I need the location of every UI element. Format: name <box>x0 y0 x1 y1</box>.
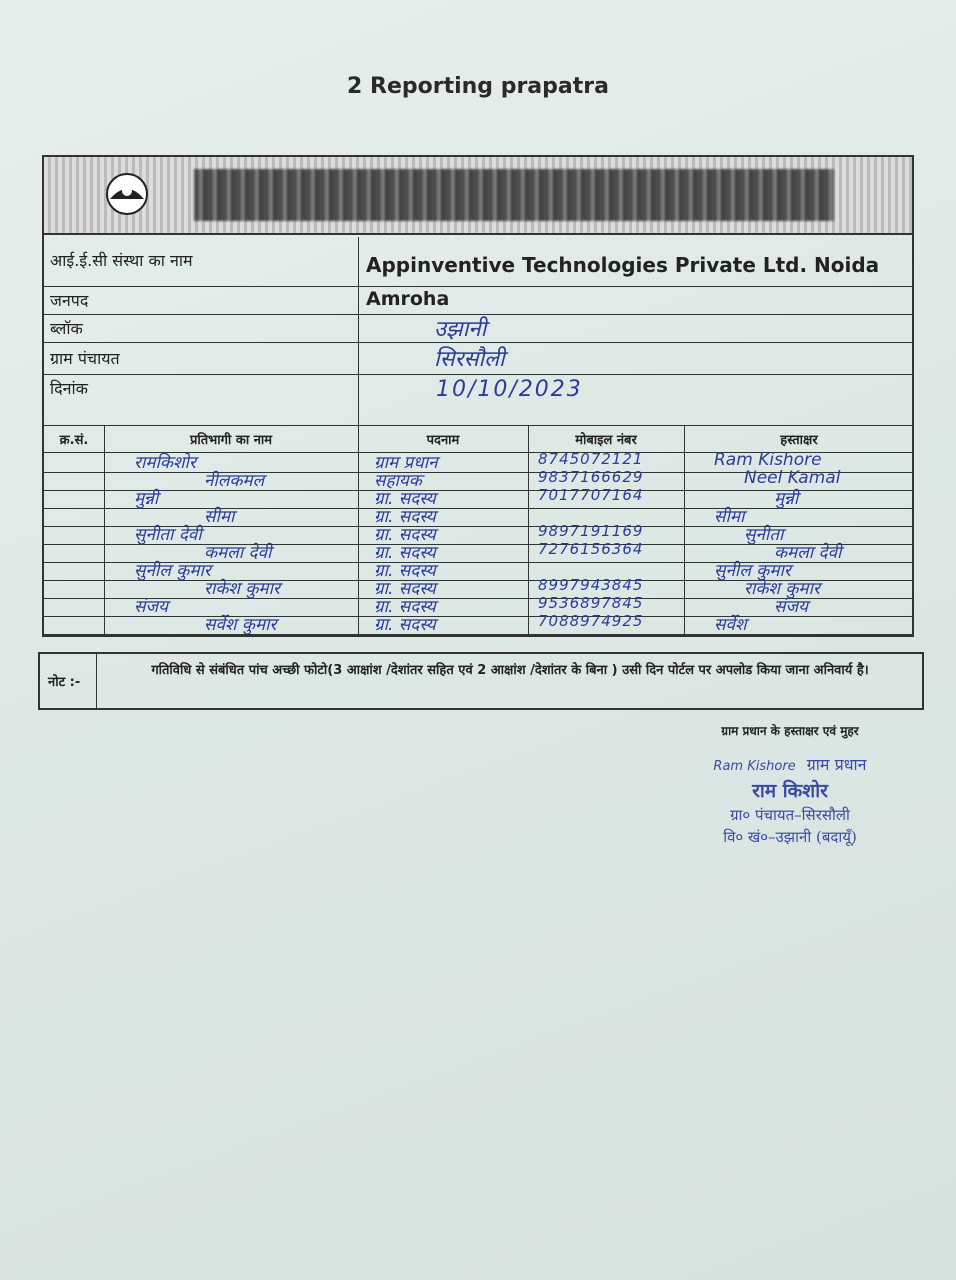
cell-name: सुनील कुमार <box>134 561 211 581</box>
cell-post: ग्रा. सदस्य <box>374 507 436 527</box>
field-row-panchayat <box>44 343 912 375</box>
cell-post: सहायक <box>374 471 422 491</box>
note-label: नोट :- <box>48 675 81 690</box>
cell-mobile: 7276156364 <box>538 540 644 558</box>
field-row-block <box>44 315 912 343</box>
cell-post: ग्रा. सदस्य <box>374 597 436 617</box>
field-label: ग्राम पंचायत <box>50 349 120 368</box>
cell-name: सीमा <box>204 507 235 527</box>
stamp-designation: ग्राम प्रधान <box>806 755 867 774</box>
participant-table <box>44 425 912 637</box>
cell-signature: राकेश कुमार <box>744 579 820 599</box>
reporting-form <box>42 155 914 637</box>
cell-signature: Neel Kamal <box>744 468 841 488</box>
cell-post: ग्रा. सदस्य <box>374 579 436 599</box>
cell-post: ग्रा. सदस्य <box>374 489 436 509</box>
cell-signature: कमला देवी <box>774 543 842 563</box>
cell-name: संजय <box>134 597 168 617</box>
cell-name: सुनीता देवी <box>134 525 202 545</box>
form-header-band <box>44 157 912 235</box>
note-box <box>38 652 924 710</box>
field-label: जनपद <box>50 291 89 310</box>
note-text: गतिविधि से संबंधित पांच अच्छी फोटो(3 आक्षांश /देशांतर सहित एवं 2 आक्षांश /देशांतर के बिना ) उसी दिन पोर्टल पर अपलोड किया जाना अनिवार्य है। <box>151 663 869 678</box>
field-row-institution <box>44 237 912 287</box>
cell-mobile: 7017707164 <box>538 486 644 504</box>
cell-post: ग्रा. सदस्य <box>374 561 436 581</box>
handwritten-signature: Ram Kishore <box>713 759 796 774</box>
cell-post: ग्रा. सदस्य <box>374 615 436 635</box>
col-header-signature: हस्ताक्षर <box>780 433 818 448</box>
cell-mobile: 9536897845 <box>538 594 644 612</box>
cell-signature: सीमा <box>714 507 745 527</box>
field-value-institution: Appinventive Technologies Private Ltd. Noida <box>366 253 880 277</box>
col-divider <box>358 426 359 636</box>
field-divider <box>358 237 359 425</box>
cell-mobile: 9837166629 <box>538 468 644 486</box>
stamp-name: राम किशोर <box>752 780 828 802</box>
signature-caption: ग्राम प्रधान के हस्ताक्षर एवं मुहर <box>721 724 859 738</box>
cell-signature: संजय <box>774 597 808 617</box>
cell-name: रामकिशोर <box>134 453 196 473</box>
field-value-date: 10/10/2023 <box>436 377 583 402</box>
cell-name: मुन्नी <box>134 489 159 509</box>
row-line <box>44 634 912 635</box>
cell-post: ग्राम प्रधान <box>374 453 438 473</box>
cell-mobile: 7088974925 <box>538 612 644 630</box>
col-header-serial: क्र.सं. <box>59 433 89 448</box>
col-divider <box>684 426 685 636</box>
cell-mobile: 9897191169 <box>538 522 644 540</box>
field-value-panchayat: सिरसौली <box>434 347 505 372</box>
col-divider <box>528 426 529 636</box>
cell-name: सर्वेश कुमार <box>204 615 277 635</box>
col-header-mobile: मोबाइल नंबर <box>575 433 637 448</box>
cell-signature: सर्वेश <box>714 615 747 635</box>
field-row-date <box>44 375 912 425</box>
note-divider <box>96 654 97 708</box>
field-value-block: उझानी <box>434 317 487 342</box>
field-label: आई.ई.सी संस्था का नाम <box>50 251 193 270</box>
cell-signature: मुन्नी <box>774 489 799 509</box>
signature-block <box>660 722 920 847</box>
redacted-header-text <box>194 169 834 221</box>
field-label: ब्लॉक <box>50 319 83 338</box>
col-header-post: पदनाम <box>426 433 460 448</box>
page-title: 2 Reporting prapatra <box>347 74 609 99</box>
organization-logo-icon <box>102 169 152 219</box>
stamp-panchayat: ग्रा० पंचायत–सिरसौली <box>730 806 850 824</box>
col-header-name: प्रतिभागी का नाम <box>189 433 273 448</box>
cell-signature: सुनील कुमार <box>714 561 791 581</box>
field-label: दिनांक <box>50 379 88 398</box>
stamp-line-1 <box>660 753 920 775</box>
field-value-district: Amroha <box>366 288 450 310</box>
cell-name: नीलकमल <box>204 471 265 491</box>
cell-signature: Ram Kishore <box>714 450 822 470</box>
cell-name: राकेश कुमार <box>204 579 280 599</box>
cell-name: कमला देवी <box>204 543 272 563</box>
field-row-district <box>44 287 912 315</box>
cell-mobile: 8997943845 <box>538 576 644 594</box>
stamp-block: वि० खं०–उझानी (बदायूँ) <box>723 828 857 846</box>
cell-signature: सुनीता <box>744 525 784 545</box>
cell-post: ग्रा. सदस्य <box>374 543 436 563</box>
cell-post: ग्रा. सदस्य <box>374 525 436 545</box>
col-divider <box>104 426 105 636</box>
cell-mobile: 8745072121 <box>538 450 644 468</box>
